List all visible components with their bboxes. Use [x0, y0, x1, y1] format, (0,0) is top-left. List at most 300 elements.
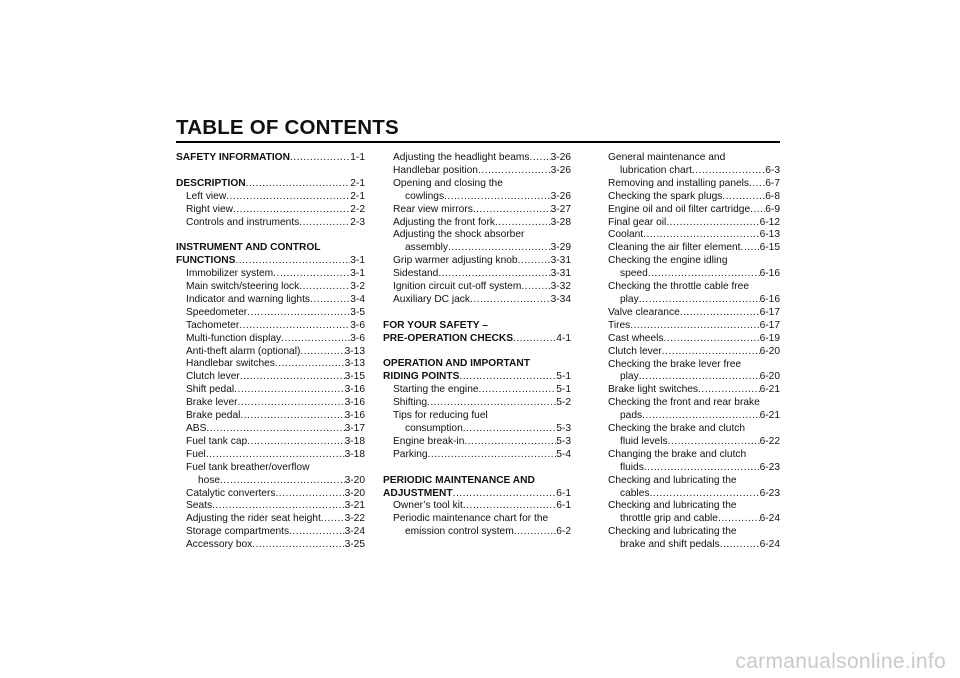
toc-entry[interactable]: [383, 384, 571, 397]
toc-entry-line: [176, 384, 365, 397]
toc-entry-title-line: General maintenance and: [608, 152, 726, 163]
toc-entry-line: [383, 191, 571, 204]
toc-entry[interactable]: [383, 255, 571, 268]
toc-entry[interactable]: [176, 294, 365, 307]
toc-entry[interactable]: [598, 333, 780, 346]
dot-leader: [473, 204, 551, 217]
toc-entry-line: [598, 268, 780, 281]
toc-entry-line: [176, 500, 365, 513]
toc-entry[interactable]: [176, 371, 365, 384]
toc-entry-line: [383, 268, 571, 281]
toc-entry[interactable]: [383, 410, 571, 436]
dot-leader: [239, 320, 350, 333]
toc-entry-line: [598, 165, 780, 178]
toc-entry-title: play: [620, 293, 639, 305]
toc-entry-title: cowlings: [405, 190, 445, 202]
toc-entry-title: Handlebar position: [393, 164, 478, 176]
toc-entry-title: Checking the spark plugs: [608, 190, 723, 202]
toc-page-number: 3-13: [344, 358, 365, 370]
toc-entry[interactable]: [176, 423, 365, 436]
toc-entry-title: Adjusting the front fork: [393, 216, 495, 228]
dot-leader: [718, 513, 760, 526]
toc-entry[interactable]: [176, 204, 365, 217]
toc-page-number: 5-2: [556, 397, 571, 409]
toc-entry-title: Tachometer: [186, 319, 240, 331]
toc-page-number: 5-3: [556, 435, 571, 447]
dot-leader: [479, 384, 557, 397]
toc-entry-line: [176, 410, 365, 423]
page-title: TABLE OF CONTENTS: [176, 116, 399, 139]
toc-entry[interactable]: [598, 307, 780, 320]
dot-leader: [247, 307, 350, 320]
dot-leader: [664, 333, 760, 346]
toc-column-3: [598, 152, 780, 552]
toc-entry[interactable]: [598, 191, 780, 204]
dot-leader: [722, 191, 765, 204]
dot-leader: [741, 242, 760, 255]
dot-leader: [427, 397, 556, 410]
toc-page-number: 6-24: [759, 539, 780, 551]
toc-entry-line: [598, 384, 780, 397]
toc-entry[interactable]: [383, 268, 571, 281]
toc-entry-title: Fuel tank cap: [186, 435, 248, 447]
toc-page-number: 6-3: [765, 164, 780, 176]
dot-leader: [300, 346, 344, 359]
toc-entry-line: [176, 152, 365, 165]
toc-entry[interactable]: [383, 513, 571, 539]
toc-entry-line: [176, 346, 365, 359]
toc-page-number: 2-3: [350, 216, 365, 228]
toc-entry[interactable]: [176, 346, 365, 359]
toc-page-number: 3-18: [344, 448, 365, 460]
toc-page-number: 6-19: [759, 332, 780, 344]
toc-entry-title: Anti-theft alarm (optional): [186, 345, 301, 357]
toc-entry-line: [176, 488, 365, 501]
toc-entry-title: Sidestand: [393, 268, 439, 280]
toc-page-number: 3-28: [550, 216, 571, 228]
toc-entry-line: [598, 539, 780, 552]
toc-page-number: 6-9: [765, 203, 780, 215]
toc-entry[interactable]: [176, 397, 365, 410]
dot-leader: [247, 436, 344, 449]
toc-entry-title: lubrication chart: [620, 164, 692, 176]
toc-entry[interactable]: [176, 500, 365, 513]
dot-leader: [692, 165, 765, 178]
toc-column-1: [176, 152, 365, 552]
toc-entry-line: [598, 217, 780, 230]
toc-entry-line: [176, 191, 365, 204]
toc-entry-title: Engine oil and oil filter cartridge: [608, 203, 751, 215]
toc-page-number: 5-1: [556, 371, 571, 383]
dot-leader: [438, 268, 550, 281]
toc-entry-line: [176, 178, 365, 191]
toc-entry-line: [176, 294, 365, 307]
toc-entry[interactable]: [176, 436, 365, 449]
toc-entry-title: hose: [198, 474, 221, 486]
toc-page-number: 3-18: [344, 435, 365, 447]
dot-leader: [275, 358, 345, 371]
toc-entry-line: [176, 204, 365, 217]
toc-entry-title-line: Checking the engine idling: [608, 255, 728, 267]
toc-entry-line: [383, 488, 571, 501]
toc-entry-title: throttle grip and cable: [620, 513, 718, 525]
toc-entry[interactable]: [176, 449, 365, 462]
dot-leader: [444, 191, 551, 204]
dot-leader: [478, 165, 551, 178]
toc-entry-line: [383, 242, 571, 255]
dot-leader: [281, 333, 350, 346]
toc-page-number: 6-24: [759, 513, 780, 525]
toc-page-number: 5-1: [556, 384, 571, 396]
toc-entry-title: Clutch lever: [186, 371, 240, 383]
toc-section-entry[interactable]: [176, 178, 365, 191]
toc-entry-title-line: Changing the brake and clutch: [608, 448, 747, 460]
toc-page-number: 6-23: [759, 487, 780, 499]
toc-entry-line: [176, 513, 365, 526]
toc-entry-title: Seats: [186, 500, 213, 512]
dot-leader: [234, 384, 344, 397]
dot-leader: [649, 488, 759, 501]
toc-page-number: 3-21: [344, 500, 365, 512]
dot-leader: [644, 462, 760, 475]
toc-entry-title-line: Checking and lubricating the: [608, 474, 737, 486]
toc-entry[interactable]: [383, 449, 571, 462]
dot-leader: [720, 539, 760, 552]
toc-entry[interactable]: [176, 281, 365, 294]
dot-leader: [648, 268, 760, 281]
toc-page-number: 6-22: [759, 435, 780, 447]
dot-leader: [233, 204, 350, 217]
toc-section-entry[interactable]: [383, 320, 571, 346]
toc-entry[interactable]: [383, 217, 571, 230]
toc-entry[interactable]: [176, 526, 365, 539]
toc-entry[interactable]: [383, 500, 571, 513]
toc-page-number: 3-34: [550, 293, 571, 305]
dot-leader: [698, 384, 760, 397]
toc-page-number: 3-24: [344, 526, 365, 538]
dot-leader: [235, 255, 350, 268]
toc-page-number: 6-16: [759, 268, 780, 280]
dot-leader: [448, 242, 551, 255]
toc-page-number: 3-15: [344, 371, 365, 383]
dot-leader: [299, 281, 350, 294]
toc-entry[interactable]: [176, 488, 365, 501]
toc-entry[interactable]: [176, 217, 365, 230]
toc-entry-title: pads: [620, 410, 643, 422]
toc-page-number: 3-22: [344, 513, 365, 525]
toc-entry-line: [383, 333, 571, 346]
toc-entry-line: [383, 423, 571, 436]
toc-entry-line: [598, 178, 780, 191]
dot-leader: [220, 475, 345, 488]
toc-entry-title: Main switch/steering lock: [186, 281, 300, 293]
toc-page-number: 3-31: [550, 268, 571, 280]
toc-page-number: 6-20: [759, 345, 780, 357]
toc-page-number: 6-15: [759, 242, 780, 254]
toc-entry[interactable]: [176, 307, 365, 320]
toc-entry-line: [383, 165, 571, 178]
toc-entry-line: [176, 475, 365, 488]
toc-entry[interactable]: [598, 178, 780, 191]
toc-entry[interactable]: [598, 281, 780, 307]
toc-entry-title: Immobilizer system: [186, 268, 274, 280]
toc-entry-title: play: [620, 371, 639, 383]
toc-entry[interactable]: [176, 268, 365, 281]
toc-entry[interactable]: [598, 449, 780, 475]
dot-leader: [495, 217, 551, 230]
dot-leader: [240, 410, 344, 423]
toc-entry[interactable]: [383, 165, 571, 178]
toc-page-number: 6-21: [759, 410, 780, 422]
toc-page-number: 3-4: [350, 293, 365, 305]
toc-page-number: 6-12: [759, 216, 780, 228]
toc-entry[interactable]: [598, 152, 780, 178]
toc-entry-title: Shift pedal: [186, 384, 235, 396]
toc-section-entry[interactable]: [176, 242, 365, 268]
toc-page-number: 2-1: [350, 177, 365, 189]
toc-entry[interactable]: [176, 358, 365, 371]
toc-entry-line: [383, 217, 571, 230]
toc-entry-title-line: INSTRUMENT AND CONTROL: [176, 242, 321, 254]
dot-leader: [273, 268, 350, 281]
toc-page-number: 6-1: [556, 487, 571, 499]
toc-entry-title: Engine break-in: [393, 435, 465, 447]
toc-entry-line: [598, 488, 780, 501]
toc-page-number: 3-17: [344, 423, 365, 434]
watermark: carmanualsonline.info: [735, 650, 946, 673]
toc-page-number: 3-20: [344, 474, 365, 486]
toc-entry-line: [598, 242, 780, 255]
toc-page-number: 6-17: [759, 319, 780, 331]
toc-entry-title-line: Tips for reducing fuel: [393, 410, 488, 422]
dot-leader: [521, 281, 550, 294]
dot-leader: [513, 333, 556, 346]
toc-entry-line: [383, 384, 571, 397]
toc-entry-title: Shifting: [393, 397, 427, 409]
toc-entry-title: Storage compartments: [186, 526, 290, 538]
toc-page-number: 6-21: [759, 384, 780, 396]
dot-leader: [463, 500, 556, 513]
toc-entry[interactable]: [383, 436, 571, 449]
toc-entry[interactable]: [598, 346, 780, 359]
toc-page-number: 3-16: [344, 397, 365, 409]
toc-entry-title: Coolant: [608, 229, 644, 241]
dot-leader: [464, 436, 556, 449]
toc-entry-line: [176, 333, 365, 346]
toc-page-number: 6-13: [759, 229, 780, 241]
toc-entry-line: [383, 449, 571, 462]
toc-entry-title: Brake pedal: [186, 410, 241, 422]
toc-page-number: 3-26: [550, 190, 571, 202]
toc-entry-line: [383, 526, 571, 539]
toc-entry[interactable]: [598, 255, 780, 281]
toc-entry[interactable]: [176, 333, 365, 346]
dot-leader: [428, 449, 557, 462]
toc-page-number: 6-2: [556, 526, 571, 538]
toc-entry-title: DESCRIPTION: [176, 177, 246, 189]
toc-page-number: 4-1: [556, 332, 571, 344]
dot-leader: [299, 217, 350, 230]
toc-entry-title: Fuel: [186, 448, 206, 460]
toc-entry-title: Valve clearance: [608, 306, 680, 318]
toc-entry-title: Auxiliary DC jack: [393, 293, 470, 305]
toc-page-number: 3-6: [350, 319, 365, 331]
toc-entry-title: Cleaning the air filter element: [608, 242, 741, 254]
toc-entry-title: Clutch lever: [608, 345, 662, 357]
toc-entry-title: consumption: [405, 423, 463, 434]
toc-entry[interactable]: [598, 204, 780, 217]
toc-entry-line: [176, 358, 365, 371]
toc-entry-title: Cast wheels: [608, 332, 664, 344]
toc-page-number: 3-5: [350, 306, 365, 318]
toc-entry[interactable]: [383, 281, 571, 294]
toc-entry-line: [383, 152, 571, 165]
toc-entry-title: Starting the engine: [393, 384, 479, 396]
toc-entry[interactable]: [383, 178, 571, 204]
toc-entry-line: [176, 320, 365, 333]
toc-entry-title-line: Checking the front and rear brake: [608, 397, 760, 409]
toc-page-number: 2-2: [350, 203, 365, 215]
dot-leader: [666, 217, 759, 230]
toc-entry-line: [176, 423, 365, 436]
toc-entry[interactable]: [598, 359, 780, 385]
toc-entry-title-line: Checking the brake and clutch: [608, 423, 746, 435]
toc-entry[interactable]: [383, 152, 571, 165]
toc-page-number: 3-25: [344, 539, 365, 551]
toc-entry[interactable]: [383, 294, 571, 307]
toc-entry-title: Adjusting the rider seat height: [186, 513, 321, 525]
toc-entry-line: [176, 371, 365, 384]
toc-entry-line: [176, 539, 365, 552]
toc-page-number: 3-26: [550, 152, 571, 163]
dot-leader: [275, 488, 344, 501]
toc-entry-title: Ignition circuit cut-off system: [393, 281, 522, 293]
toc-entry[interactable]: [598, 217, 780, 230]
toc-entry-line: [383, 281, 571, 294]
toc-page-number: 1-1: [350, 152, 365, 163]
toc-entry-title: Multi-function display: [186, 332, 282, 344]
toc-entry[interactable]: [383, 397, 571, 410]
toc-entry-title: Speedometer: [186, 306, 248, 318]
toc-entry[interactable]: [598, 229, 780, 242]
dot-leader: [749, 178, 765, 191]
toc-entry[interactable]: [598, 423, 780, 449]
toc-entry-title: cables: [620, 487, 650, 499]
dot-leader: [212, 500, 345, 513]
toc-entry-line: [598, 371, 780, 384]
toc-entry[interactable]: [598, 500, 780, 526]
dot-leader: [639, 371, 760, 384]
dot-leader: [630, 320, 759, 333]
toc-entry[interactable]: [598, 242, 780, 255]
toc-entry[interactable]: [176, 191, 365, 204]
toc-entry-title: Grip warmer adjusting knob: [393, 255, 518, 267]
toc-entry-title: fluids: [620, 461, 644, 473]
toc-entry-title-line: Checking the throttle cable free: [608, 281, 750, 293]
toc-entry-title: RIDING POINTS: [383, 371, 460, 383]
toc-entry-line: [176, 217, 365, 230]
toc-entry-title: Brake light switches: [608, 384, 699, 396]
toc-page-number: 6-20: [759, 371, 780, 383]
toc-entry[interactable]: [176, 539, 365, 552]
toc-entry-title-line: Checking and lubricating the: [608, 500, 737, 512]
toc-entry-line: [383, 500, 571, 513]
toc-page-number: 3-20: [344, 487, 365, 499]
toc-entry-line: [598, 191, 780, 204]
toc-entry-line: [598, 462, 780, 475]
toc-entry-line: [176, 268, 365, 281]
dot-leader: [240, 371, 345, 384]
toc-entry-title: Indicator and warning lights: [186, 293, 311, 305]
toc-page-number: 3-13: [344, 345, 365, 357]
toc-entry-title-line: Opening and closing the: [393, 177, 503, 189]
toc-entry-line: [598, 513, 780, 526]
toc-entry-title: Catalytic converters: [186, 487, 276, 499]
toc-entry-title-line: Checking and lubricating the: [608, 526, 737, 538]
toc-entry[interactable]: [176, 320, 365, 333]
toc-section-entry[interactable]: [383, 475, 571, 501]
dot-leader: [750, 204, 765, 217]
toc-entry-title: emission control system: [405, 526, 514, 538]
toc-entry-title: Controls and instruments: [186, 216, 300, 228]
toc-entry[interactable]: [598, 475, 780, 501]
toc-entry-title: FUNCTIONS: [176, 255, 236, 267]
dot-leader: [321, 513, 345, 526]
toc-entry-line: [598, 294, 780, 307]
toc-entry[interactable]: [598, 384, 780, 397]
toc-entry-line: [598, 307, 780, 320]
toc-entry[interactable]: [598, 397, 780, 423]
toc-page-number: 6-7: [765, 177, 780, 189]
toc-entry-title: Final gear oil: [608, 216, 667, 228]
toc-page-number: 3-26: [550, 164, 571, 176]
toc-entry-line: [176, 526, 365, 539]
toc-entry[interactable]: [598, 320, 780, 333]
dot-leader: [518, 255, 551, 268]
toc-page-number: 3-1: [350, 268, 365, 280]
dot-leader: [238, 397, 345, 410]
toc-entry[interactable]: [176, 384, 365, 397]
toc-entry-title: ADJUSTMENT: [383, 487, 453, 499]
toc-entry[interactable]: [176, 410, 365, 423]
toc-entry-line: [176, 449, 365, 462]
dot-leader: [470, 294, 551, 307]
title-rule: [176, 141, 780, 143]
toc-entry[interactable]: [176, 513, 365, 526]
toc-entry-title: Removing and installing panels: [608, 177, 750, 189]
toc-entry-line: [598, 333, 780, 346]
toc-entry[interactable]: [383, 204, 571, 217]
toc-entry-line: [176, 436, 365, 449]
toc-entry-title: Left view: [186, 190, 227, 202]
dot-leader: [662, 346, 760, 359]
toc-section-entry[interactable]: [176, 152, 365, 165]
toc-section-entry[interactable]: [383, 358, 571, 384]
toc-entry-line: [176, 255, 365, 268]
toc-entry[interactable]: [383, 229, 571, 255]
toc-entry-line: [383, 397, 571, 410]
toc-page-number: 3-2: [350, 281, 365, 293]
toc-entry[interactable]: [176, 462, 365, 488]
toc-entry[interactable]: [598, 526, 780, 552]
dot-leader: [642, 410, 760, 423]
toc-page-number: 3-32: [550, 281, 571, 293]
toc-page-number: 3-31: [550, 255, 571, 267]
toc-entry-title: Right view: [186, 203, 233, 215]
toc-entry-line: [598, 204, 780, 217]
dot-leader: [643, 229, 759, 242]
toc-page-number: 6-23: [759, 461, 780, 473]
